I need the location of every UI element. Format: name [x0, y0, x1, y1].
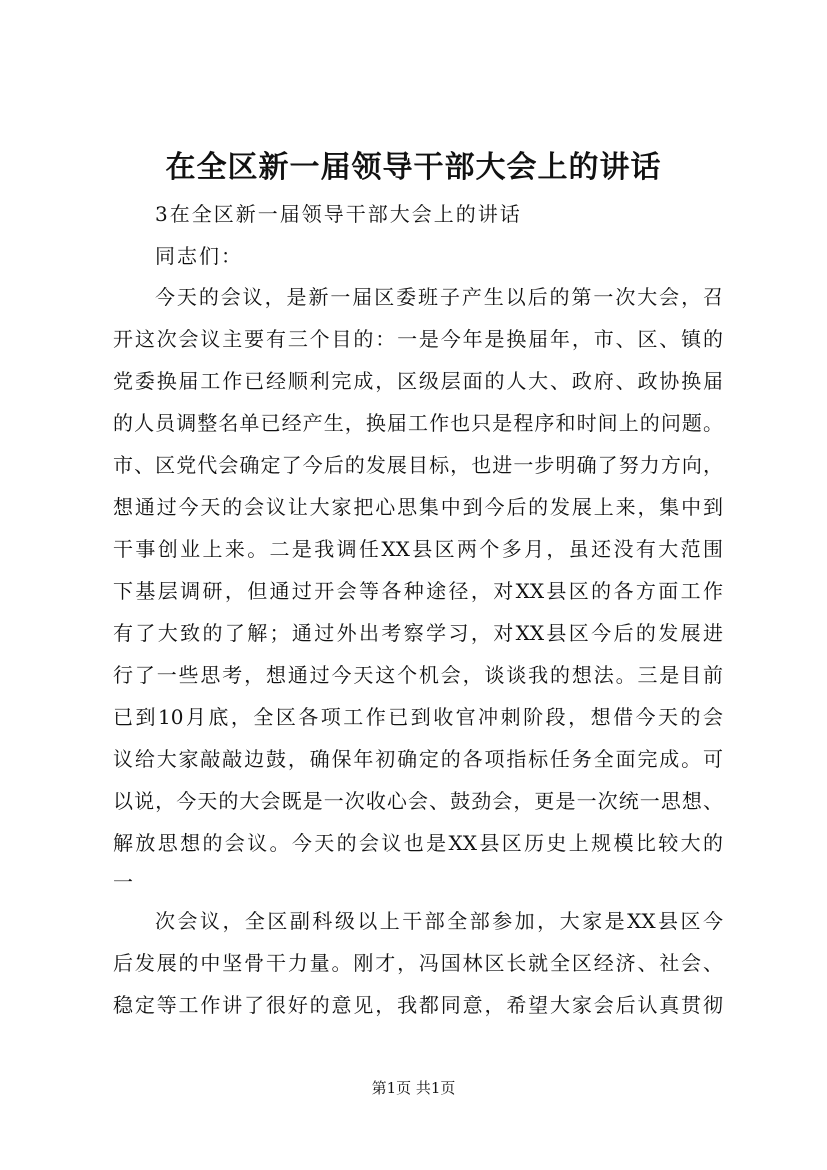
text-line: 下基层调研，但通过开会等各种途径，对XX县区的各方面工作: [113, 579, 723, 603]
text-line: 有了大致的了解；通过外出考察学习，对XX县区今后的发展进: [113, 621, 723, 645]
text-line: 稳定等工作讲了很好的意见，我都同意，希望大家会后认真贯彻: [113, 993, 723, 1017]
text-line: 行了一些思考，想通过今天这个机会，谈谈我的想法。三是目前: [113, 663, 723, 687]
text-line: 今天的会议，是新一届区委班子产生以后的第一次大会，召: [155, 285, 723, 309]
salutation: 同志们：: [155, 244, 243, 268]
document-title: 在全区新一届领导干部大会上的讲话: [165, 150, 662, 185]
text-line: 次会议，全区副科级以上干部全部参加，大家是XX县区今: [155, 909, 723, 933]
text-line: 议给大家敲敲边鼓，确保年初确定的各项指标任务全面完成。可: [113, 747, 723, 771]
text-line: 解放思想的会议。今天的会议也是XX县区历史上规模比较大的: [113, 831, 723, 855]
text-line: 后发展的中坚骨干力量。刚才，冯国林区长就全区经济、社会、: [113, 951, 723, 975]
text-line: 开这次会议主要有三个目的：一是今年是换届年，市、区、镇的: [113, 327, 723, 351]
text-line: 已到10月底，全区各项工作已到收官冲刺阶段，想借今天的会: [113, 705, 723, 729]
text-line: 想通过今天的会议让大家把心思集中到今后的发展上来，集中到: [113, 495, 723, 519]
text-line: 的人员调整名单已经产生，换届工作也只是程序和时间上的问题。: [113, 411, 723, 435]
document-subtitle: 3在全区新一届领导干部大会上的讲话: [155, 202, 522, 226]
text-line: 党委换届工作已经顺利完成，区级层面的人大、政府、政协换届: [113, 369, 723, 393]
page-footer: 第1页 共1页: [371, 1079, 456, 1097]
text-line: 市、区党代会确定了今后的发展目标，也进一步明确了努力方向，: [113, 453, 723, 477]
text-line: 干事创业上来。二是我调任XX县区两个多月，虽还没有大范围: [113, 537, 723, 561]
text-line: 以说，今天的大会既是一次收心会、鼓劲会，更是一次统一思想、: [113, 789, 723, 813]
text-line: 一: [113, 870, 133, 894]
